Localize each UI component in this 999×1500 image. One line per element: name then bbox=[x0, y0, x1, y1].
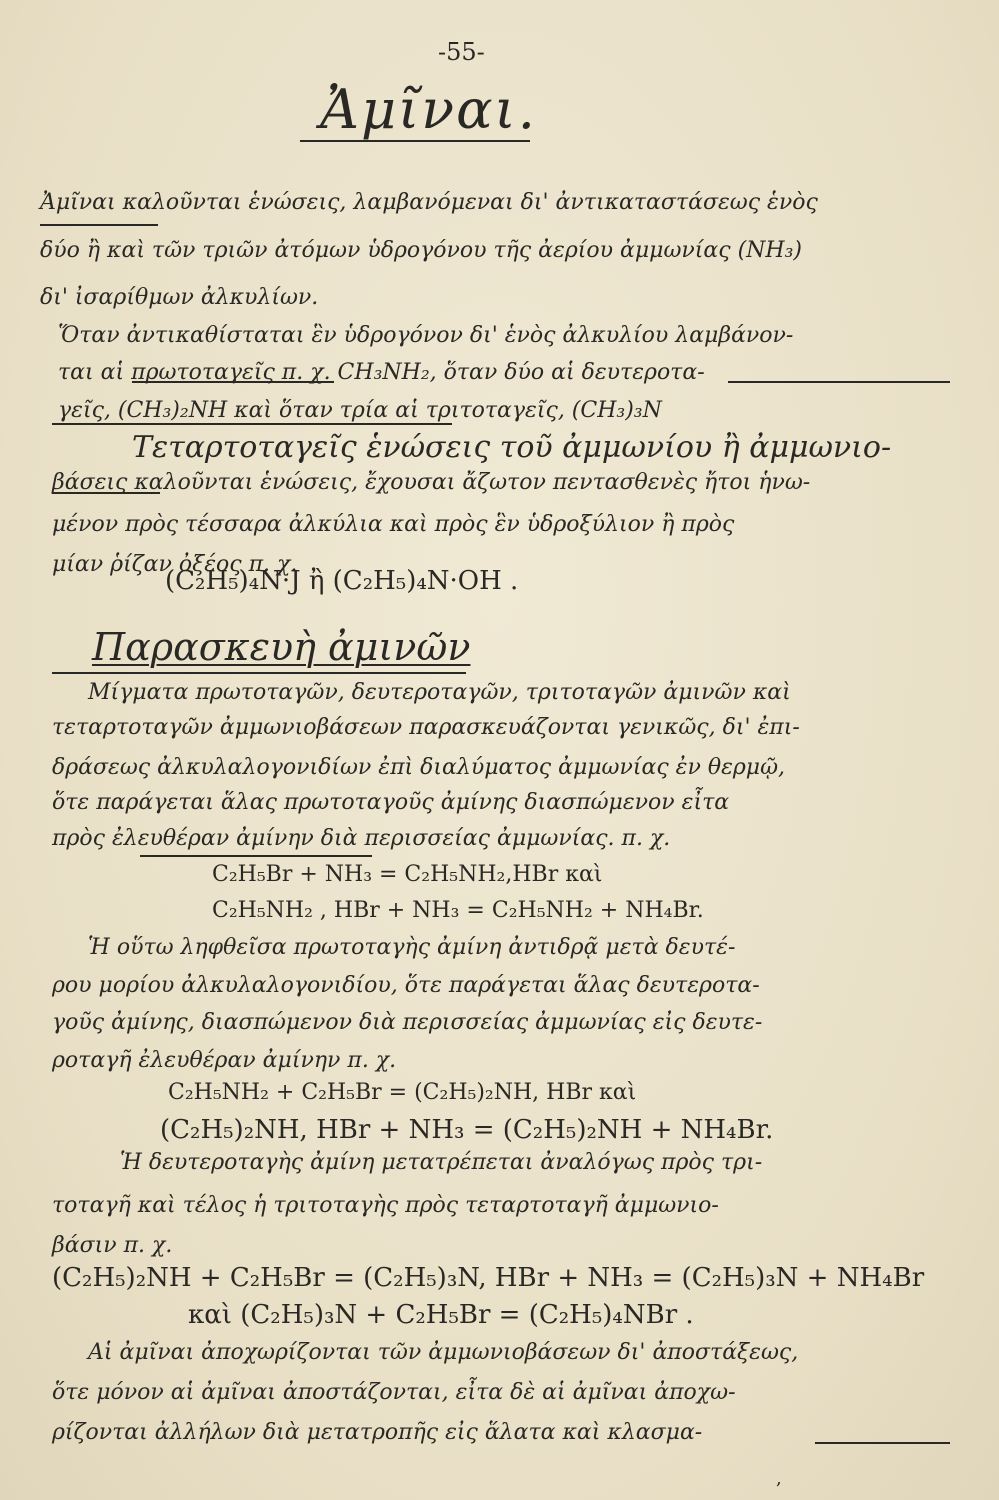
text-line: μένον πρὸς τέσσαρα ἀλκύλια καὶ πρὸς ἓν ὑδροξύλιον ἢ πρὸς bbox=[52, 512, 735, 537]
formula-line: (C₂H₅)₂NH + C₂H₅Br = (C₂H₅)₃N, HBr + NH₃ = (C₂H₅)₃N + NH₄Br bbox=[52, 1263, 925, 1293]
text-line: τεταρτοταγῶν ἀμμωνιοβάσεων παρασκευάζονται γενικῶς, δι' ἐπι- bbox=[52, 715, 800, 740]
text-line: Ὅταν ἀντικαθίσταται ἓν ὑδρογόνον δι' ἑνὸς ἀλκυλίου λαμβάνον- bbox=[58, 323, 794, 348]
text-line: Μίγματα πρωτοταγῶν, δευτεροταγῶν, τριτοταγῶν ἀμινῶν καὶ bbox=[88, 680, 791, 705]
text-line: ρίζονται ἀλλήλων διὰ μετατροπῆς εἰς ἅλατα καὶ κλασμα- bbox=[52, 1420, 703, 1445]
formula-line: C₂H₅NH₂ , HBr + NH₃ = C₂H₅NH₂ + NH₄Br. bbox=[212, 898, 704, 923]
margin-mark: , bbox=[776, 1468, 782, 1489]
formula-line: (C₂H₅)₄N·J ἢ (C₂H₅)₄N·OH . bbox=[165, 566, 519, 596]
underline-tritota bbox=[52, 423, 452, 425]
underline-section bbox=[52, 672, 466, 674]
text-line: δι' ἰσαρίθμων ἀλκυλίων. bbox=[40, 285, 319, 310]
text-line: Αἱ ἀμῖναι ἀποχωρίζονται τῶν ἀμμωνιοβάσεων δι' ἀποστάξεως, bbox=[88, 1340, 799, 1365]
page-number: -55- bbox=[438, 38, 485, 66]
section-heading: Παρασκευὴ ἀμινῶν bbox=[92, 625, 471, 669]
text-line: Ἀμῖναι καλοῦνται ἑνώσεις, λαμβανόμεναι δι' ἀντικαταστάσεως ἑνὸς bbox=[40, 190, 818, 215]
text-line: δράσεως ἀλκυλαλογονιδίων ἐπὶ διαλύματος ἀμμωνίας ἐν θερμῷ, bbox=[52, 755, 786, 780]
text-line: ται αἱ πρωτοταγεῖς π. χ. CH₃NH₂, ὅταν δύο αἱ δευτεροτα- bbox=[58, 360, 705, 385]
title-underline bbox=[300, 140, 530, 142]
formula-line: καὶ (C₂H₅)₃N + C₂H₅Br = (C₂H₅)₄NBr . bbox=[188, 1300, 694, 1330]
text-line: Τεταρτοταγεῖς ἑνώσεις τοῦ ἀμμωνίου ἢ ἀμμωνιο- bbox=[132, 430, 892, 465]
text-line: μίαν ῥίζαν ὀξέος π. χ. bbox=[52, 552, 298, 577]
text-line: τοταγῆ καὶ τέλος ἡ τριτοταγὴς πρὸς τεταρτοταγῆ ἀμμωνιο- bbox=[52, 1193, 719, 1218]
underline-deutera bbox=[728, 381, 950, 383]
text-line: γεῖς, (CH₃)₂NH καὶ ὅταν τρία αἱ τριτοταγεῖς, (CH₃)₃N bbox=[58, 398, 662, 423]
text-line: βάσιν π. χ. bbox=[52, 1233, 173, 1258]
underline-baseis bbox=[52, 492, 160, 494]
text-line: ρου μορίου ἀλκυλαλογονιδίου, ὅτε παράγεται ἅλας δευτεροτα- bbox=[52, 973, 760, 998]
underline-protota bbox=[132, 381, 334, 383]
text-line: Ἡ δευτεροταγὴς ἀμίνη μετατρέπεται ἀναλόγως πρὸς τρι- bbox=[120, 1150, 763, 1175]
page-title: Ἀμῖναι. bbox=[320, 78, 537, 141]
text-line: δύο ἢ καὶ τῶν τριῶν ἀτόμων ὑδρογόνου τῆς ἀερίου ἀμμωνίας (NH₃) bbox=[40, 238, 802, 263]
formula-line: (C₂H₅)₂NH, HBr + NH₃ = (C₂H₅)₂NH + NH₄Br. bbox=[160, 1115, 774, 1145]
underline-klasma bbox=[815, 1442, 950, 1444]
text-line: Ἡ οὕτω ληφθεῖσα πρωτοταγὴς ἀμίνη ἀντιδρᾷ μετὰ δευτέ- bbox=[88, 935, 736, 960]
text-line: γοῦς ἀμίνης, διασπώμενον διὰ περισσείας ἀμμωνίας εἰς δευτε- bbox=[52, 1010, 763, 1035]
text-line: ὅτε παράγεται ἅλας πρωτοταγοῦς ἀμίνης διασπώμενον εἶτα bbox=[52, 790, 730, 815]
formula-line: C₂H₅Br + NH₃ = C₂H₅NH₂,HBr καὶ bbox=[212, 862, 603, 887]
formula-line: C₂H₅NH₂ + C₂H₅Br = (C₂H₅)₂NH, HBr καὶ bbox=[168, 1080, 637, 1105]
underline-aminai bbox=[40, 224, 158, 226]
text-line: πρὸς ἐλευθέραν ἀμίνην διὰ περισσείας ἀμμωνίας. π. χ. bbox=[52, 826, 671, 851]
text-line: ὅτε μόνον αἱ ἀμῖναι ἀποστάζονται, εἶτα δὲ αἱ ἀμῖναι ἀποχω- bbox=[52, 1380, 736, 1405]
text-line: ροταγῆ ἐλευθέραν ἀμίνην π. χ. bbox=[52, 1048, 397, 1073]
underline-eleuthera bbox=[140, 855, 372, 857]
text-line: βάσεις καλοῦνται ἑνώσεις, ἔχουσαι ἄζωτον πεντασθενὲς ἤτοι ἡνω- bbox=[52, 470, 811, 495]
